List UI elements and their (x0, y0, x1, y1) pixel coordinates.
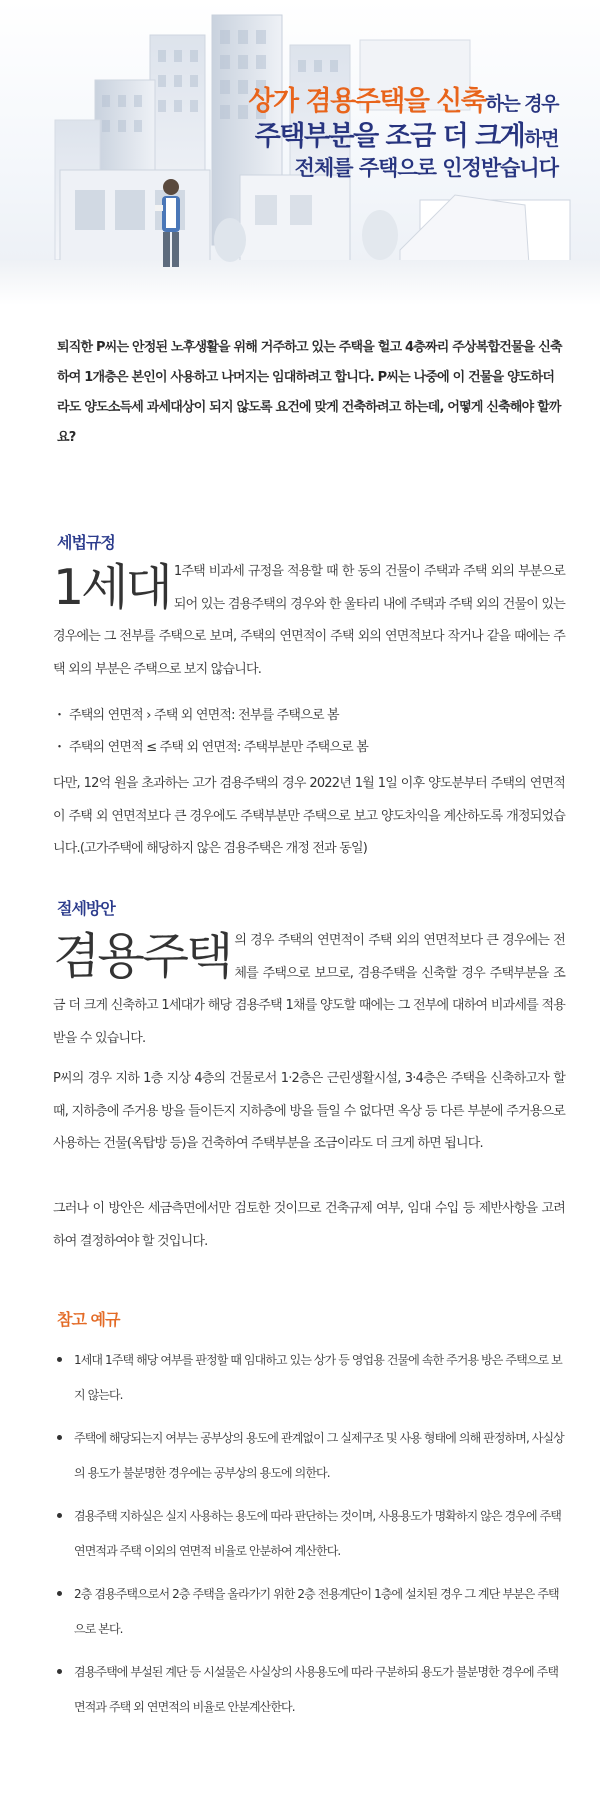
references-list (57, 1343, 565, 1733)
tax-rule-bullet-text: 주택의 연면적 › 주택 외 연면적: 전부를 주택으로 봄 (69, 708, 339, 723)
hero-title-line3: 전체를 주택으로 인정받습니다 (294, 156, 558, 181)
reference-item (57, 1421, 565, 1491)
hero-line2-rest: 하면 (524, 128, 558, 151)
tax-rule-paragraph (53, 556, 565, 686)
hero-line2-emphasis: 주택부분을 조금 더 크게 (254, 121, 525, 153)
tax-rule-text: 1주택 비과세 규정을 적용할 때 한 동의 건물이 주택과 주택 외의 부분으로 되어 있는 겸용주택의 경우와 한 울타리 내에 주택과 주택 외의 건물이 있는 경우에는 그 전부를 주택으로 보며, 주택의 연면적이 주택 외의 연면적보다 작거나 같을 때에는 주택 외의 부분은 주택으로 보지 않습니다. (53, 564, 565, 677)
reference-text: 2층 겸용주택으로서 2층 주택을 올라가기 위한 2층 전용계단이 1층에 설치된 경우 그 계단 부분은 주택으로 본다. (74, 1587, 559, 1636)
reference-item (57, 1577, 565, 1647)
hero-title-line1 (248, 86, 558, 117)
tax-rule-big-word: 1세대 (53, 559, 170, 616)
saving-paragraph-3: 그러나 이 방안은 세금측면에서만 검토한 것이므로 건축규제 여부, 임대 수입 등 제반사항을 고려하여 결정하여야 할 것입니다. (53, 1201, 565, 1249)
saving-paragraph (53, 925, 565, 1055)
reference-text: 겸용주택에 부설된 계단 등 시설물은 사실상의 사용용도에 따라 구분하되 용도가 불분명한 경우에 주택면적과 주택 외 연면적의 비율로 안분계산한다. (74, 1665, 559, 1714)
reference-text: 1세대 1주택 해당 여부를 판정할 때 임대하고 있는 상가 등 영업용 건물에 속한 주거용 방은 주택으로 보지 않는다. (74, 1353, 562, 1402)
reference-item (57, 1499, 565, 1569)
reference-text: 주택에 해당되는지 여부는 공부상의 용도에 관계없이 그 실제구조 및 사용 형태에 의해 판정하며, 사실상의 용도가 불분명한 경우에는 공부상의 용도에 의한다. (74, 1431, 564, 1480)
tax-rule-note: 다만, 12억 원을 초과하는 고가 겸용주택의 경우 2022년 1월 1일 이후 양도분부터 주택의 연면적이 주택 외 연면적보다 큰 경우에도 주택부분만 주택으로 보고 양도차익을 계산하도록 개정되었습니다.(고가주택에 해당하지 않은 겸용주택은 개정 전과 동일) (53, 776, 565, 856)
hero-banner (0, 0, 600, 305)
tax-rule-bullets (53, 700, 565, 764)
tax-rule-bullet: ・ 주택의 연면적 ≤ 주택 외 연면적: 주택부분만 주택으로 봄 (53, 740, 369, 755)
hero-title (248, 86, 558, 180)
tax-rule-bullet-text: 주택의 연면적 ≤ 주택 외 연면적: 주택부분만 주택으로 봄 (69, 740, 369, 755)
references-heading: 참고 예규 (57, 1310, 120, 1329)
reference-item (57, 1343, 565, 1413)
hero-line1-emphasis: 상가 겸용주택을 신축 (248, 86, 486, 117)
reference-item (57, 1655, 565, 1725)
saving-text: 의 경우 주택의 연면적이 주택 외의 연면적보다 큰 경우에는 전체를 주택으로 보므로, 겸용주택을 신축할 경우 주택부분을 조금 더 크게 신축하고 1세대가 해당 겸용주택 1채를 양도할 때에는 그 전부에 대하여 비과세를 적용받을 수 있습니다. (53, 933, 565, 1046)
bullet-dot-icon (57, 1669, 62, 1674)
saving-paragraph-2: P씨의 경우 지하 1층 지상 4층의 건물로서 1·2층은 근린생활시설, 3·4층은 주택을 신축하고자 할 때, 지하층에 주거용 방을 들이든지 지하층에 방을 들일 수 없다면 옥상 등 다른 부분에 주거용으로 사용하는 건물(옥탑방 등)을 건축하여 주택부분을 조금이라도 더 크게 하면 됩니다. (53, 1071, 565, 1151)
tax-rule-heading: 세법규정 (57, 533, 115, 552)
reference-text: 겸용주택 지하실은 실지 사용하는 용도에 따라 판단하는 것이며, 사용용도가 명확하지 않은 경우에 주택 연면적과 주택 이외의 연면적 비율로 안분하여 계산한다. (74, 1509, 561, 1558)
bullet-dot-icon (57, 1435, 62, 1440)
hero-line1-rest: 하는 경우 (485, 93, 558, 115)
saving-big-word: 겸용주택 (53, 928, 231, 985)
bullet-dot-icon (57, 1591, 62, 1596)
bullet-dot-icon (57, 1357, 62, 1362)
saving-heading: 절세방안 (57, 899, 115, 918)
bullet-dot-icon (57, 1513, 62, 1518)
tax-rule-bullet: ・ 주택의 연면적 › 주택 외 연면적: 전부를 주택으로 봄 (53, 708, 339, 723)
intro-paragraph: 퇴직한 P씨는 안정된 노후생활을 위해 거주하고 있는 주택을 헐고 4층짜리 주상복합건물을 신축하여 1개층은 본인이 사용하고 나머지는 임대하려고 합니다. P씨는 나중에 이 건물을 양도하더라도 양도소득세 과세대상이 되지 않도록 요건에 맞게 건축하려고 하는데, 어떻게 신축해야 할까요? (57, 340, 562, 445)
hero-title-line2 (248, 121, 558, 152)
